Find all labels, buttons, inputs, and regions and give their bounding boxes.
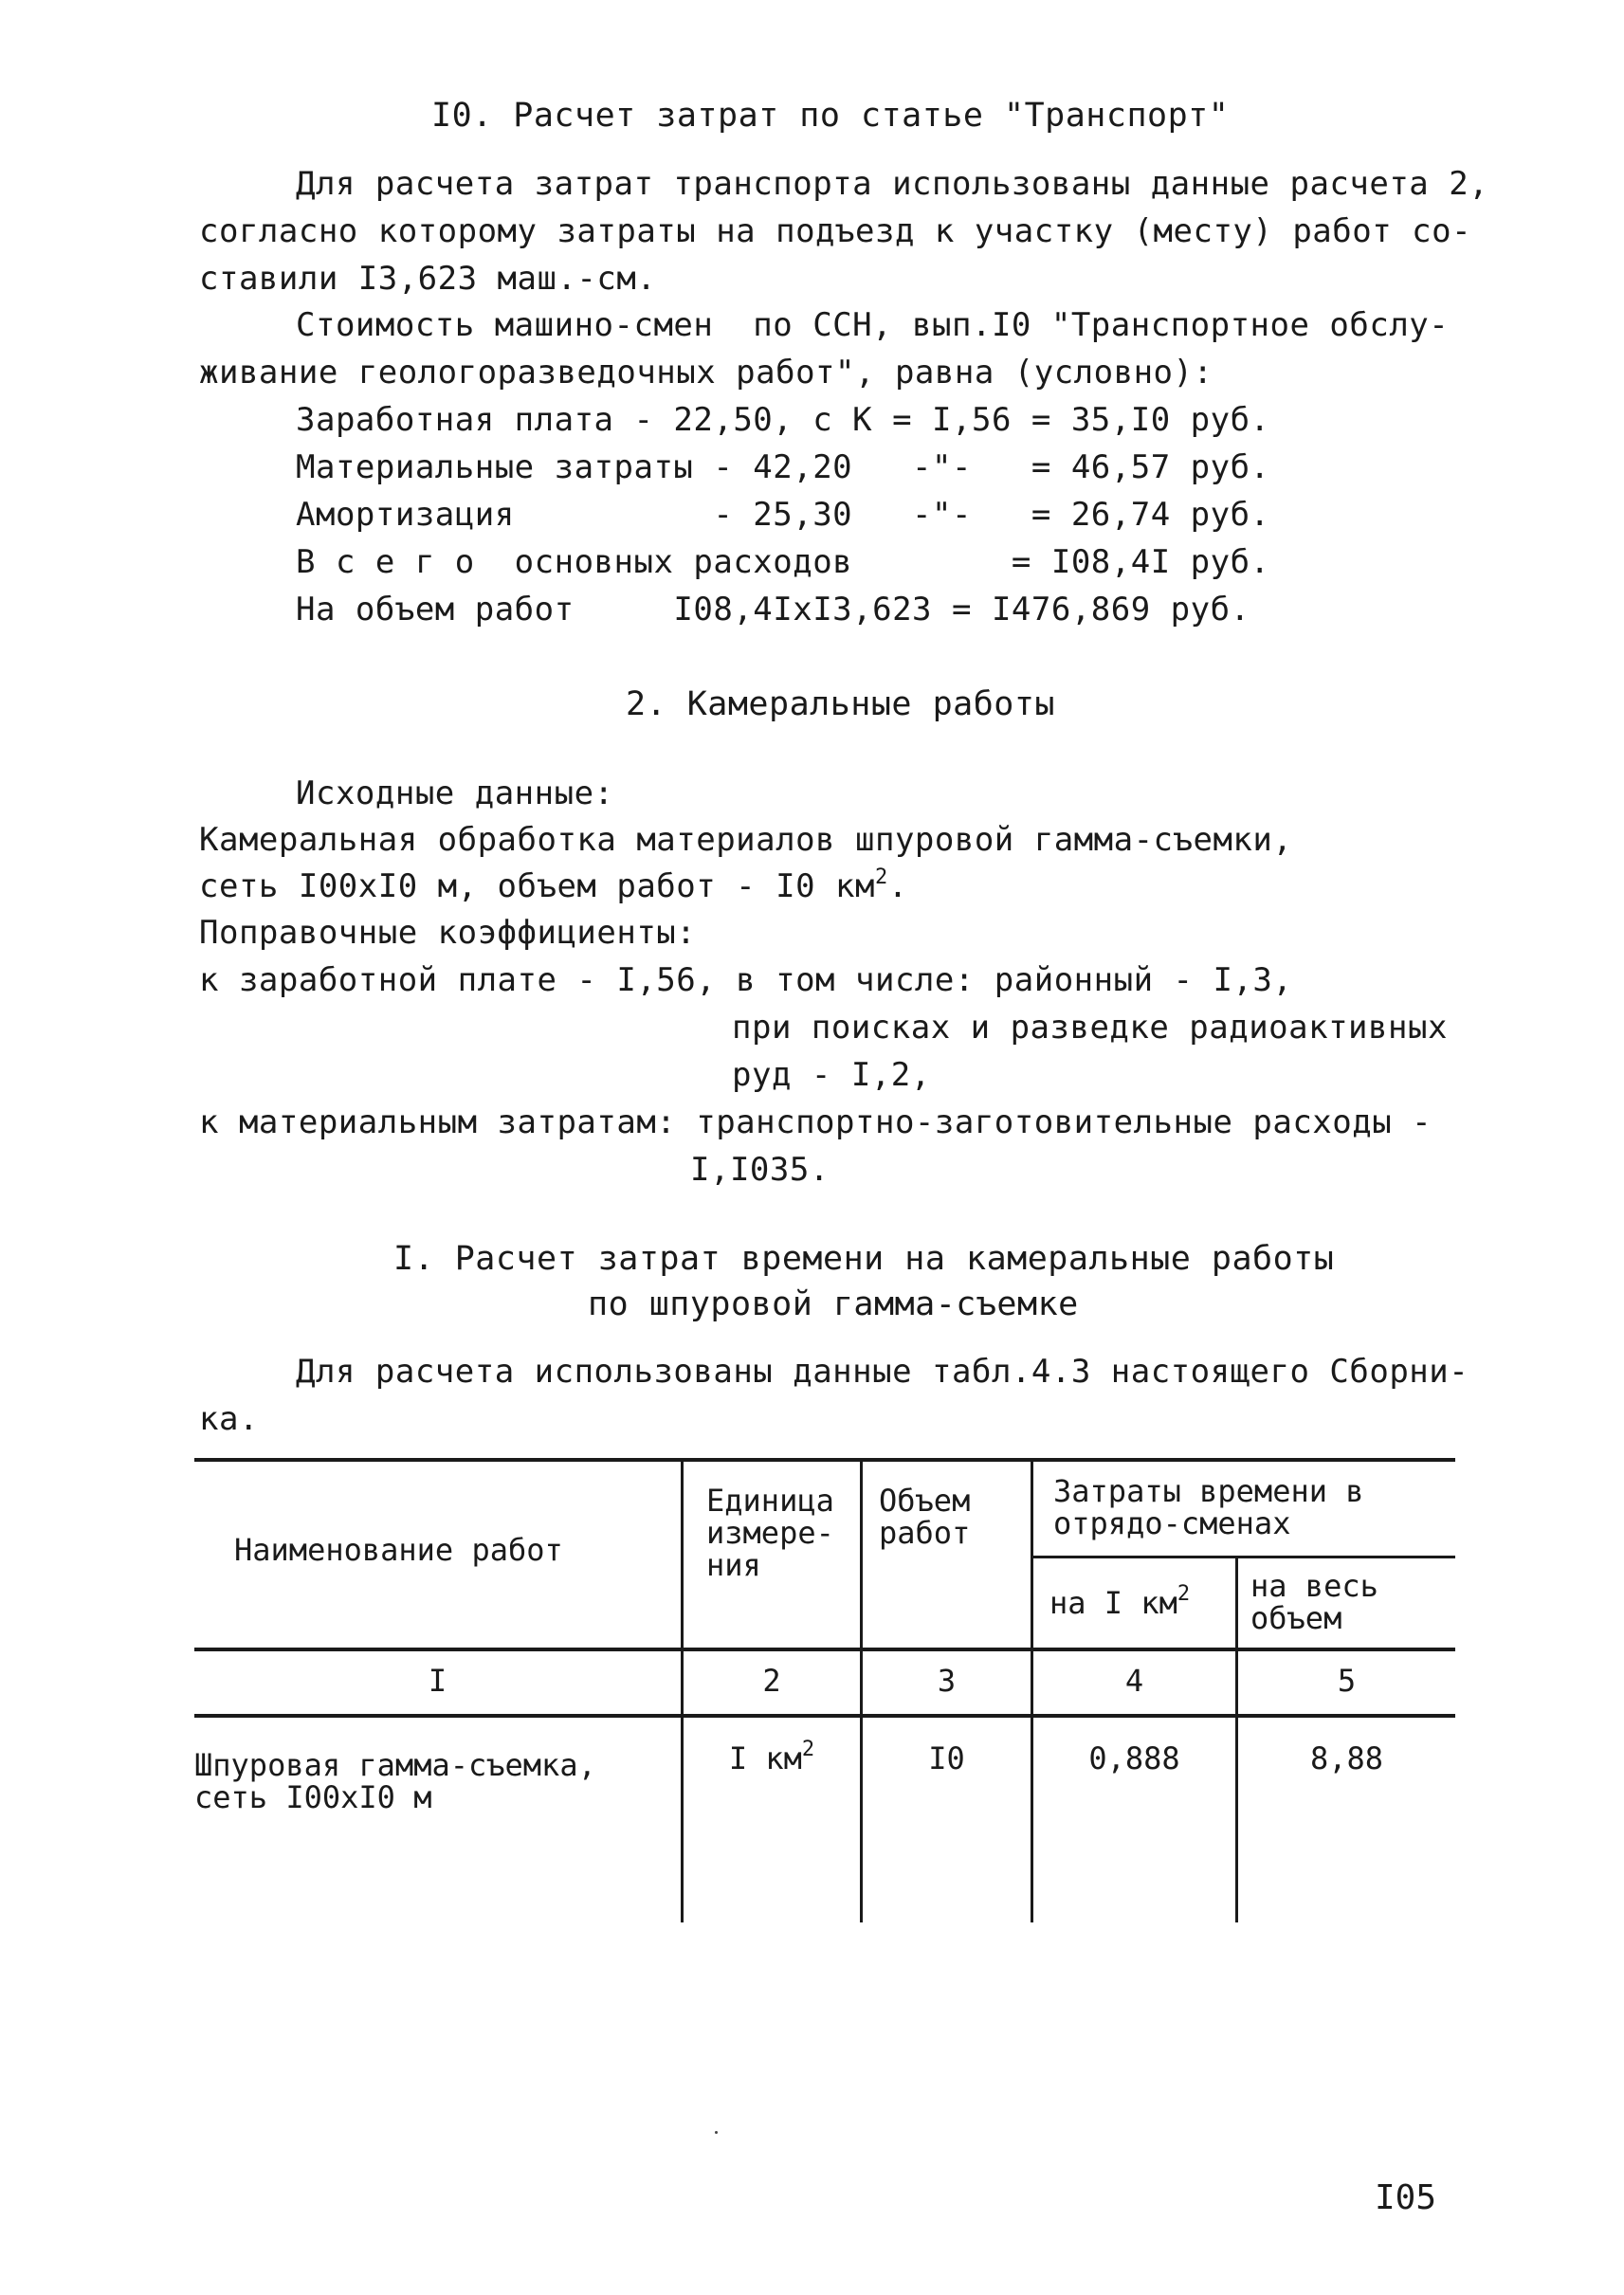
- coef-label: Поправочные коэффициенты:: [199, 914, 697, 952]
- paragraph-line: I,I035.: [690, 1151, 830, 1189]
- calc-line: Заработная плата - 22,50, с К = I,56 = 35,I0 руб.: [296, 401, 1270, 439]
- paragraph-line: Для расчета использованы данные табл.4.3 настоящего Сборни-: [296, 1353, 1469, 1391]
- paragraph-line: при поисках и разведке радиоактивных: [732, 1009, 1448, 1047]
- header-unit: Единица измере- ния: [706, 1483, 834, 1583]
- column-number: 2: [762, 1663, 781, 1699]
- subsection-title: по шпуровой гамма-съемке: [588, 1285, 1079, 1323]
- paragraph-line: к заработной плате - I,56, в том числе: районный - I,3,: [199, 961, 1293, 999]
- source-label: Исходные данные:: [296, 774, 614, 812]
- paragraph-line: ка.: [199, 1400, 259, 1438]
- scan-speck: [715, 2131, 718, 2134]
- paragraph-line: живание геологоразведочных работ", равна (условно):: [199, 354, 1213, 392]
- calc-line: Материальные затраты - 42,20 -"- = 46,57 руб.: [296, 448, 1270, 486]
- header-volume: Объем работ: [879, 1483, 971, 1551]
- column-number: 4: [1124, 1663, 1144, 1699]
- table-row-unit: I $км^2$: [728, 1738, 815, 1776]
- header-total: на весь объем: [1250, 1568, 1378, 1636]
- table-row-name: Шпуровая гамма-съемка, сеть I00xI0 м: [194, 1747, 596, 1815]
- column-number: I: [428, 1663, 447, 1699]
- calc-line: На объем работ I08,4IxI3,623 = I476,869 руб.: [296, 591, 1250, 628]
- paragraph-line: к материальным затратам: транспортно-заготовительные расходы -: [199, 1103, 1432, 1141]
- table-row-per-km: 0,888: [1088, 1740, 1180, 1776]
- table-subheader-rule: [1031, 1556, 1455, 1558]
- section-title: 2. Камеральные работы: [626, 685, 1056, 723]
- paragraph-line: согласно которому затраты на подъезд к участку (месту) работ со-: [199, 212, 1472, 250]
- header-name: Наименование работ: [234, 1532, 563, 1568]
- header-time-group: Затраты времени в отрядо-сменах: [1053, 1473, 1364, 1541]
- table-row-total: 8,88: [1309, 1740, 1384, 1776]
- section-title: I0. Расчет затрат по статье "Транспорт": [431, 97, 1230, 135]
- paragraph-line: Камеральная обработка материалов шпуровой гамма-съемки,: [199, 821, 1293, 859]
- page-number: I05: [1375, 2178, 1437, 2217]
- paragraph-line: ставили I3,623 маш.-см.: [199, 260, 657, 298]
- time-cost-table: [194, 1458, 1455, 1922]
- column-number: 5: [1337, 1663, 1357, 1699]
- table-numbers-rule: [194, 1714, 1455, 1718]
- calc-line: В с е г о основных расходов = I08,4I руб.: [296, 543, 1270, 581]
- column-number: 3: [937, 1663, 957, 1699]
- paragraph-line: Стоимость машино-смен по ССН, вып.I0 "Транспортное обслу-: [296, 306, 1450, 344]
- calc-line: Амортизация - 25,30 -"- = 26,74 руб.: [296, 496, 1270, 534]
- paragraph-line: руд - I,2,: [732, 1056, 931, 1094]
- table-header-rule: [194, 1648, 1455, 1651]
- paragraph-line: Для расчета затрат транспорта использованы данные расчета 2,: [296, 165, 1489, 203]
- table-row-volume: I0: [928, 1740, 965, 1776]
- paragraph-line: сеть I00xI0 м, объем работ - I0 $км^2$.: [199, 865, 908, 905]
- table-top-rule: [194, 1458, 1455, 1462]
- table-col-divider: [1235, 1556, 1238, 1922]
- subsection-title: I. Расчет затрат времени на камеральные работы: [393, 1240, 1335, 1278]
- header-per-km: на I $км^2$: [1049, 1582, 1191, 1621]
